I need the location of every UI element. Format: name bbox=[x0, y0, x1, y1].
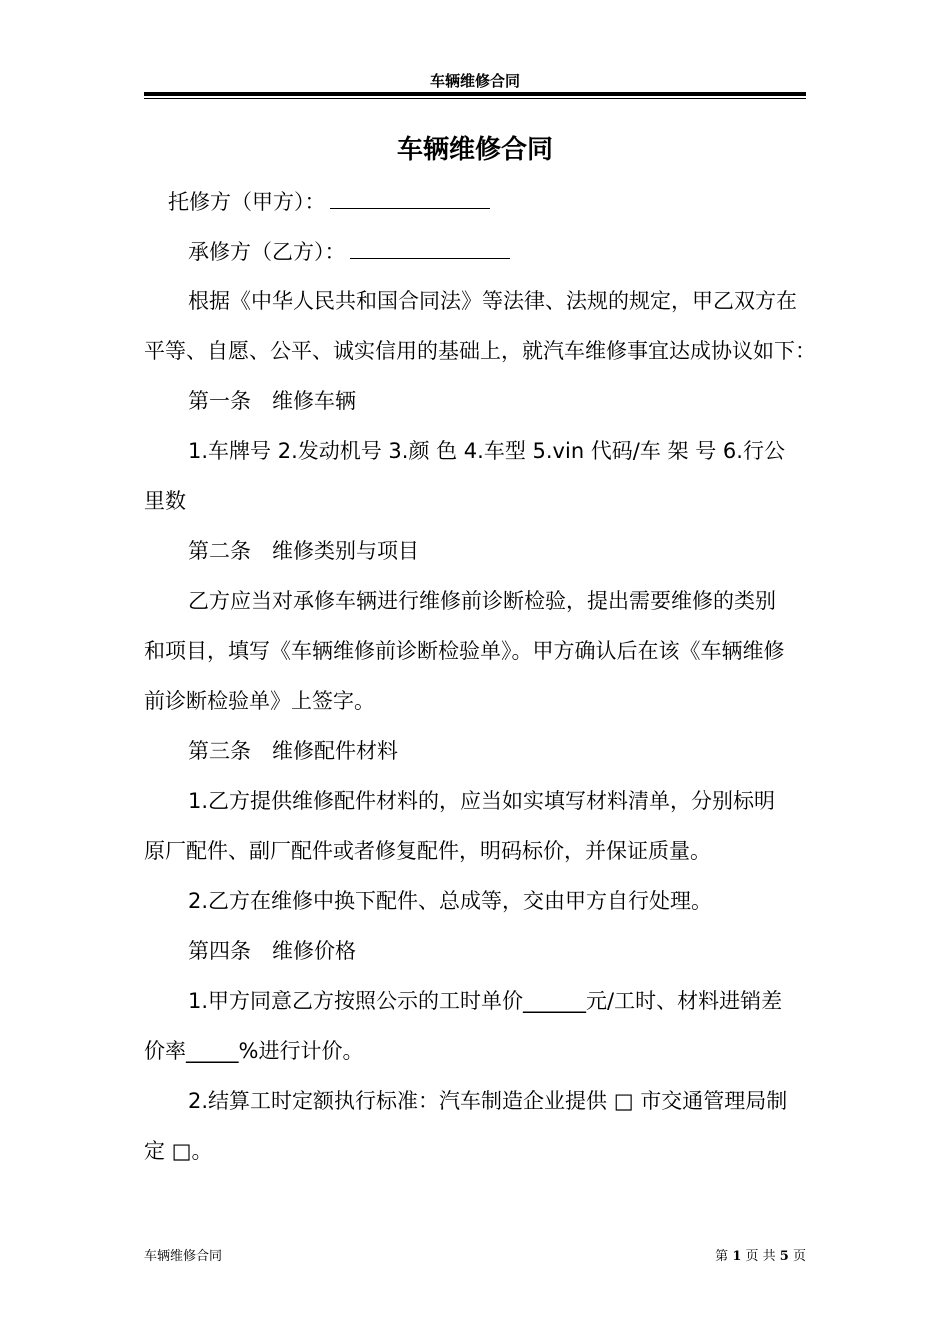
header-rule-thin bbox=[144, 98, 806, 99]
total-pages: 5 bbox=[779, 1249, 789, 1264]
party-b-blank[interactable] bbox=[350, 236, 510, 259]
party-b-label: 承修方（乙方）： bbox=[188, 240, 346, 264]
article-heading: 第一条 维修车辆 bbox=[188, 389, 356, 413]
paragraph-line: 根据《中华人民共和国合同法》等法律、法规的规定，甲乙双方在 bbox=[188, 289, 797, 313]
footer-document-name: 车辆维修合同 bbox=[144, 1249, 223, 1264]
article-heading: 第四条 维修价格 bbox=[188, 939, 356, 963]
paragraph-line: 2.乙方在维修中换下配件、总成等，交由甲方自行处理。 bbox=[188, 889, 713, 913]
paragraph-line: 定 □。 bbox=[144, 1139, 213, 1163]
document-title: 车辆维修合同 bbox=[396, 135, 553, 165]
page-middle: 页 共 bbox=[745, 1249, 776, 1264]
page-suffix: 页 bbox=[792, 1249, 806, 1264]
paragraph-line: 前诊断检验单》上签字。 bbox=[144, 689, 375, 713]
paragraph-line: 价率_____%进行计价。 bbox=[144, 1039, 364, 1063]
current-page: 1 bbox=[732, 1249, 742, 1264]
paragraph-line: 1.车牌号 2.发动机号 3.颜 色 4.车型 5.vin 代码/车 架 号 6.行公 bbox=[188, 439, 785, 463]
page-prefix: 第 bbox=[715, 1249, 729, 1264]
running-header-title: 车辆维修合同 bbox=[429, 72, 520, 90]
party-a-line bbox=[168, 186, 490, 217]
party-b-line bbox=[188, 236, 510, 267]
party-a-label: 托修方（甲方）： bbox=[168, 190, 326, 214]
paragraph-line: 2.结算工时定额执行标准：汽车制造企业提供 □ 市交通管理局制 bbox=[188, 1089, 788, 1113]
article-heading: 第二条 维修类别与项目 bbox=[188, 539, 419, 563]
article-heading: 第三条 维修配件材料 bbox=[188, 739, 398, 763]
paragraph-line: 1.乙方提供维修配件材料的，应当如实填写材料清单，分别标明 bbox=[188, 789, 776, 813]
paragraph-line: 原厂配件、副厂配件或者修复配件，明码标价，并保证质量。 bbox=[144, 839, 711, 863]
paragraph-line: 里数 bbox=[144, 489, 186, 513]
header-rule-thick bbox=[144, 92, 806, 96]
footer-page-number bbox=[715, 1248, 806, 1266]
paragraph-line: 1.甲方同意乙方按照公示的工时单价______元/工时、材料进销差 bbox=[188, 989, 783, 1013]
paragraph-line: 平等、自愿、公平、诚实信用的基础上，就汽车维修事宜达成协议如下： bbox=[144, 339, 816, 363]
paragraph-line: 乙方应当对承修车辆进行维修前诊断检验，提出需要维修的类别 bbox=[188, 589, 776, 613]
paragraph-line: 和项目，填写《车辆维修前诊断检验单》。甲方确认后在该《车辆维修 bbox=[144, 639, 785, 663]
party-a-blank[interactable] bbox=[330, 186, 490, 209]
